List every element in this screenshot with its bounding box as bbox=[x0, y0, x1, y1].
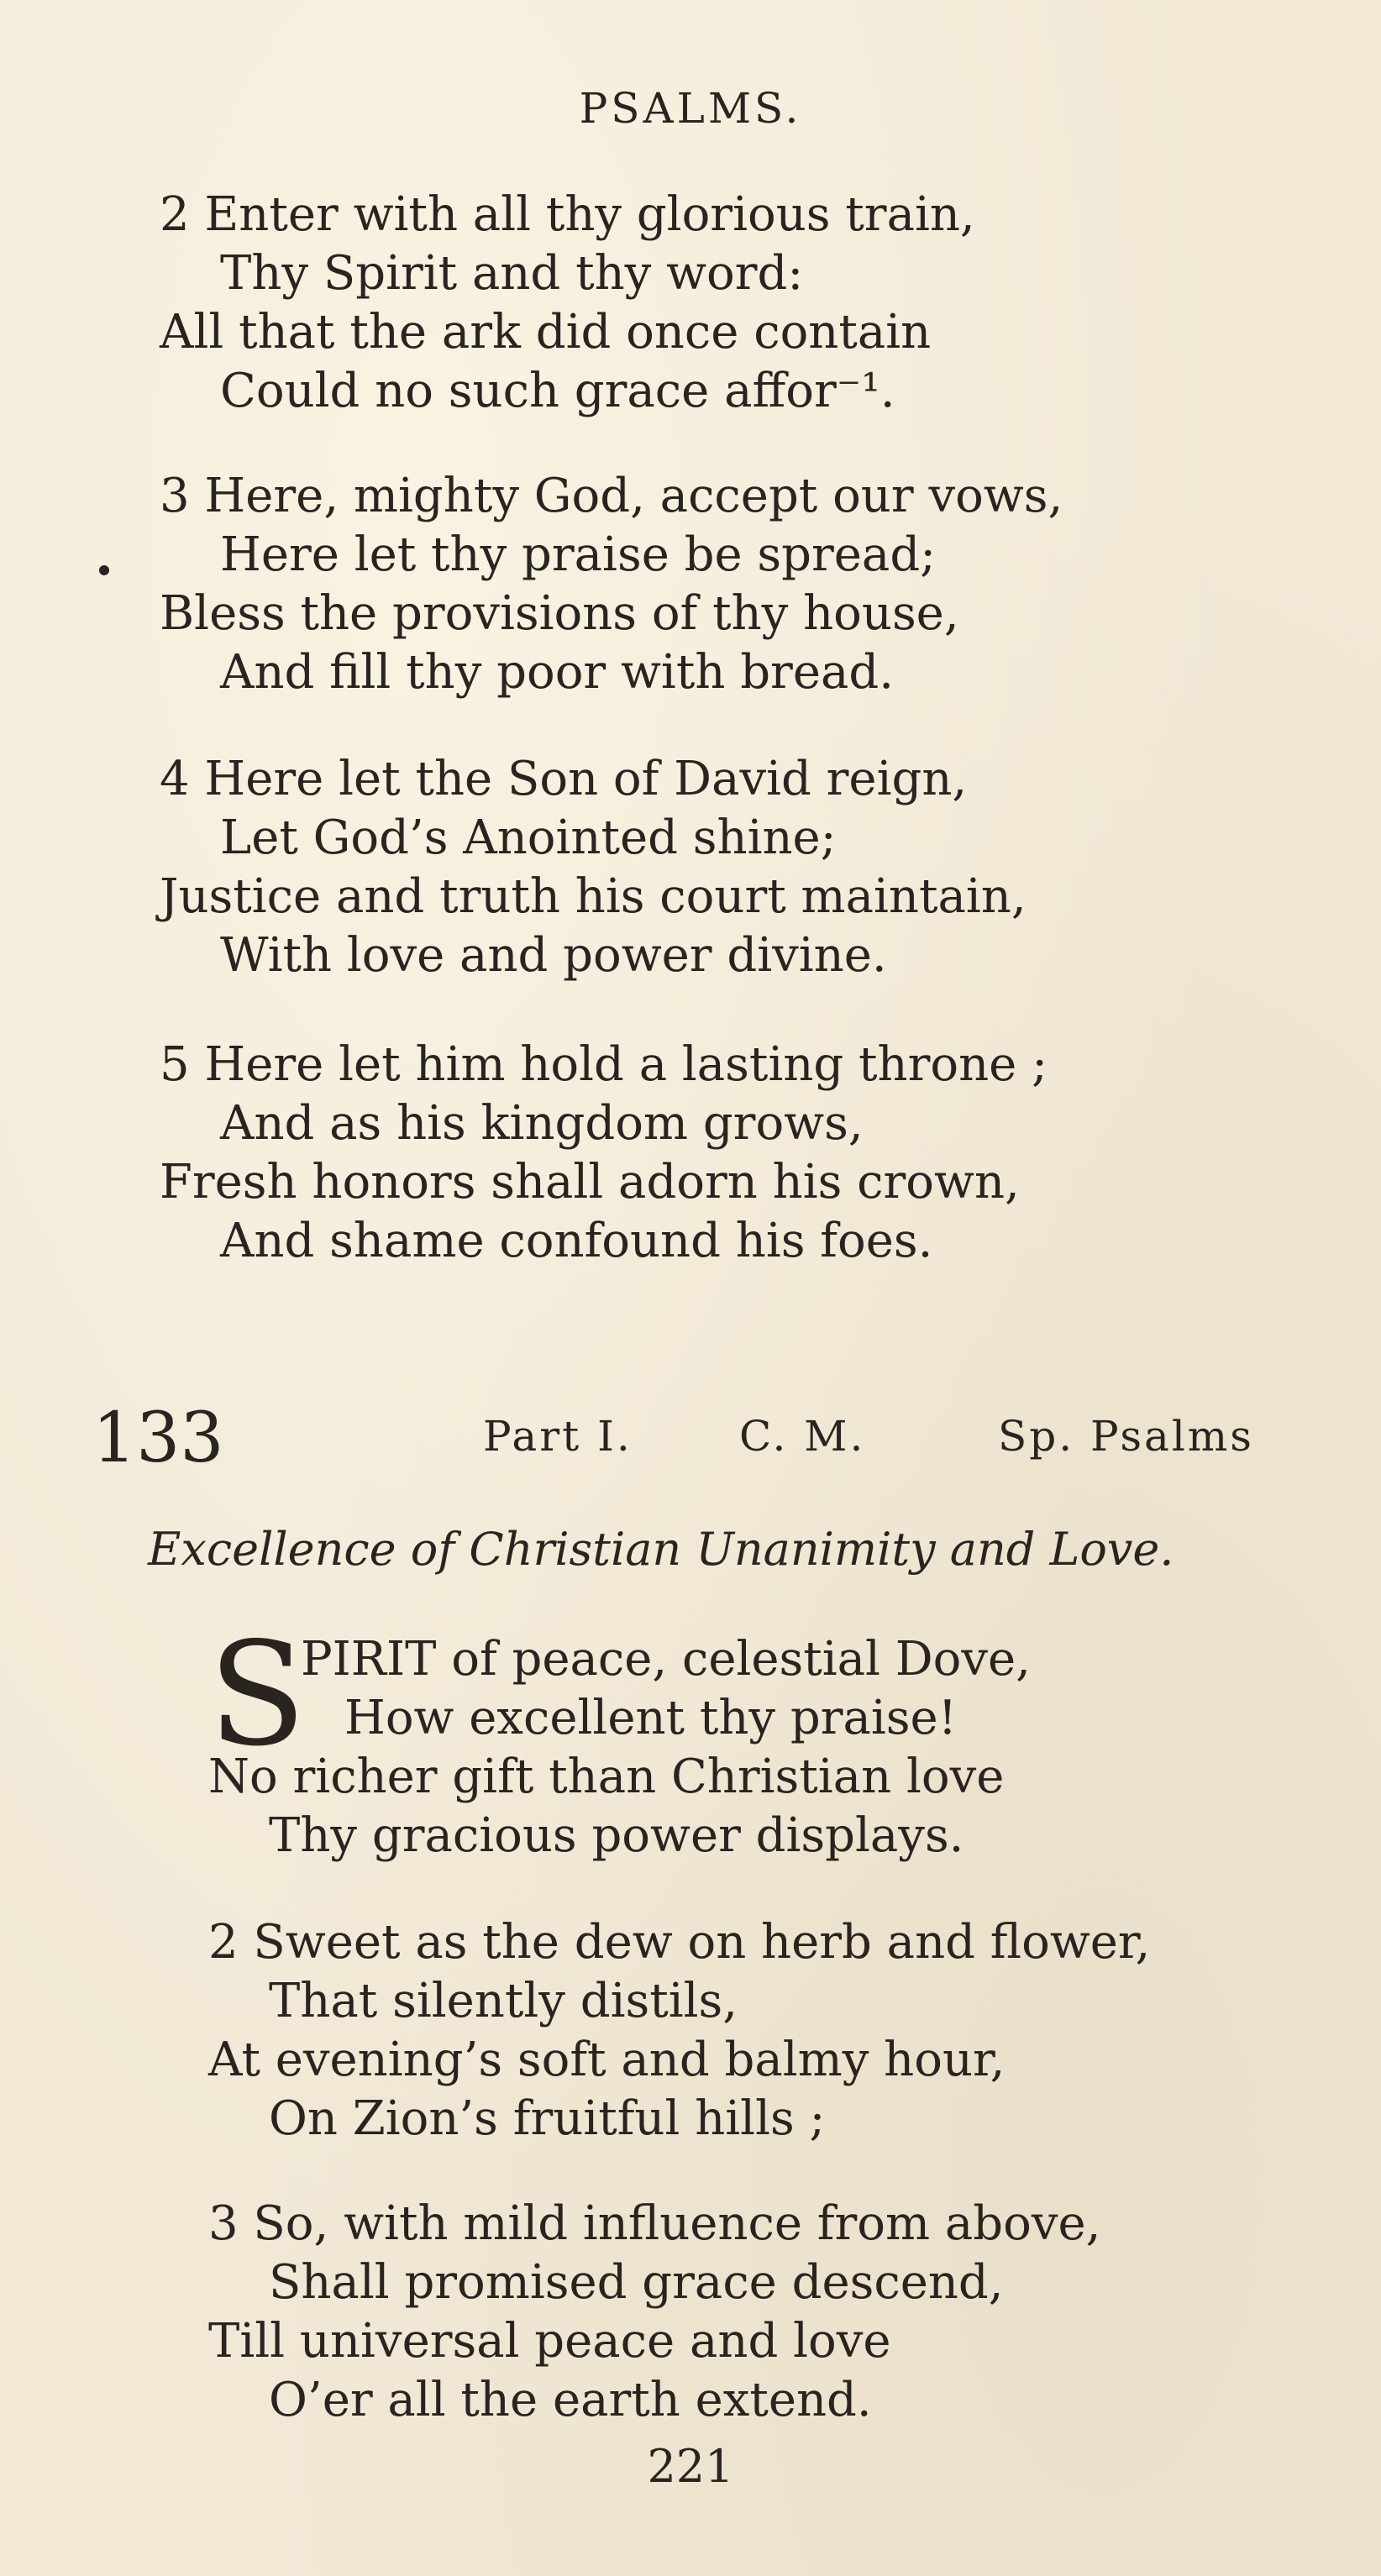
verse-line: Here let thy praise be spread; bbox=[220, 527, 937, 582]
verse-line: And as his kingdom grows, bbox=[220, 1096, 864, 1151]
verse-line: And fill thy poor with bread. bbox=[220, 645, 894, 700]
verse-line: 3 So, with mild influence from above, bbox=[208, 2196, 1101, 2251]
verse-line: 4 Here let the Son of David reign, bbox=[160, 752, 968, 806]
hymn-title: Excellence of Christian Unanimity and Love. bbox=[148, 1523, 1174, 1576]
verse-line: PIRIT of peace, celestial Dove, bbox=[301, 1632, 1031, 1687]
verse-line: With love and power divine. bbox=[220, 928, 887, 983]
verse-line: At evening’s soft and balmy hour, bbox=[208, 2033, 1006, 2087]
verse-line: All that the ark did once contain bbox=[160, 305, 932, 359]
verse-line: 5 Here let him hold a lasting throne ; bbox=[160, 1037, 1048, 1092]
verse-line: Till universal peace and love bbox=[208, 2314, 891, 2369]
verse-line: Thy gracious power displays. bbox=[269, 1808, 964, 1863]
verse-line: Let God’s Anointed shine; bbox=[220, 811, 837, 865]
verse-line: Shall promised grace descend, bbox=[269, 2255, 1004, 2310]
verse-line: That silently distils, bbox=[269, 1974, 738, 2028]
verse-line: 2 Enter with all thy glorious train, bbox=[160, 187, 975, 242]
hymn-source: Sp. Psalms bbox=[998, 1412, 1254, 1461]
verse-line: On Zion’s fruitful hills ; bbox=[269, 2091, 826, 2146]
verse-line: Justice and truth his court maintain, bbox=[160, 869, 1027, 924]
running-head: PSALMS. bbox=[579, 84, 802, 133]
hymn-number: 133 bbox=[92, 1398, 224, 1478]
hymn-part: Part I. bbox=[483, 1412, 633, 1461]
hymn-meter: C. M. bbox=[739, 1412, 866, 1461]
verse-line: Fresh honors shall adorn his crown, bbox=[160, 1155, 1020, 1209]
verse-line: Could no such grace affor⁻¹. bbox=[220, 364, 895, 418]
verse-line: No richer gift than Christian love bbox=[208, 1750, 1005, 1804]
verse-line: Thy Spirit and thy word: bbox=[220, 246, 804, 301]
verse-line: 3 Here, mighty God, accept our vows, bbox=[160, 469, 1063, 523]
drop-cap: S bbox=[208, 1612, 307, 1778]
verse-line: Bless the provisions of thy house, bbox=[160, 586, 959, 641]
verse-line: 2 Sweet as the dew on herb and flower, bbox=[208, 1915, 1151, 1970]
verse-line: And shame confound his foes. bbox=[220, 1214, 933, 1268]
printer-mark bbox=[99, 565, 109, 575]
verse-line: O’er all the earth extend. bbox=[269, 2373, 872, 2427]
page-number: 221 bbox=[647, 2440, 734, 2493]
verse-line: How excellent thy praise! bbox=[344, 1691, 958, 1745]
